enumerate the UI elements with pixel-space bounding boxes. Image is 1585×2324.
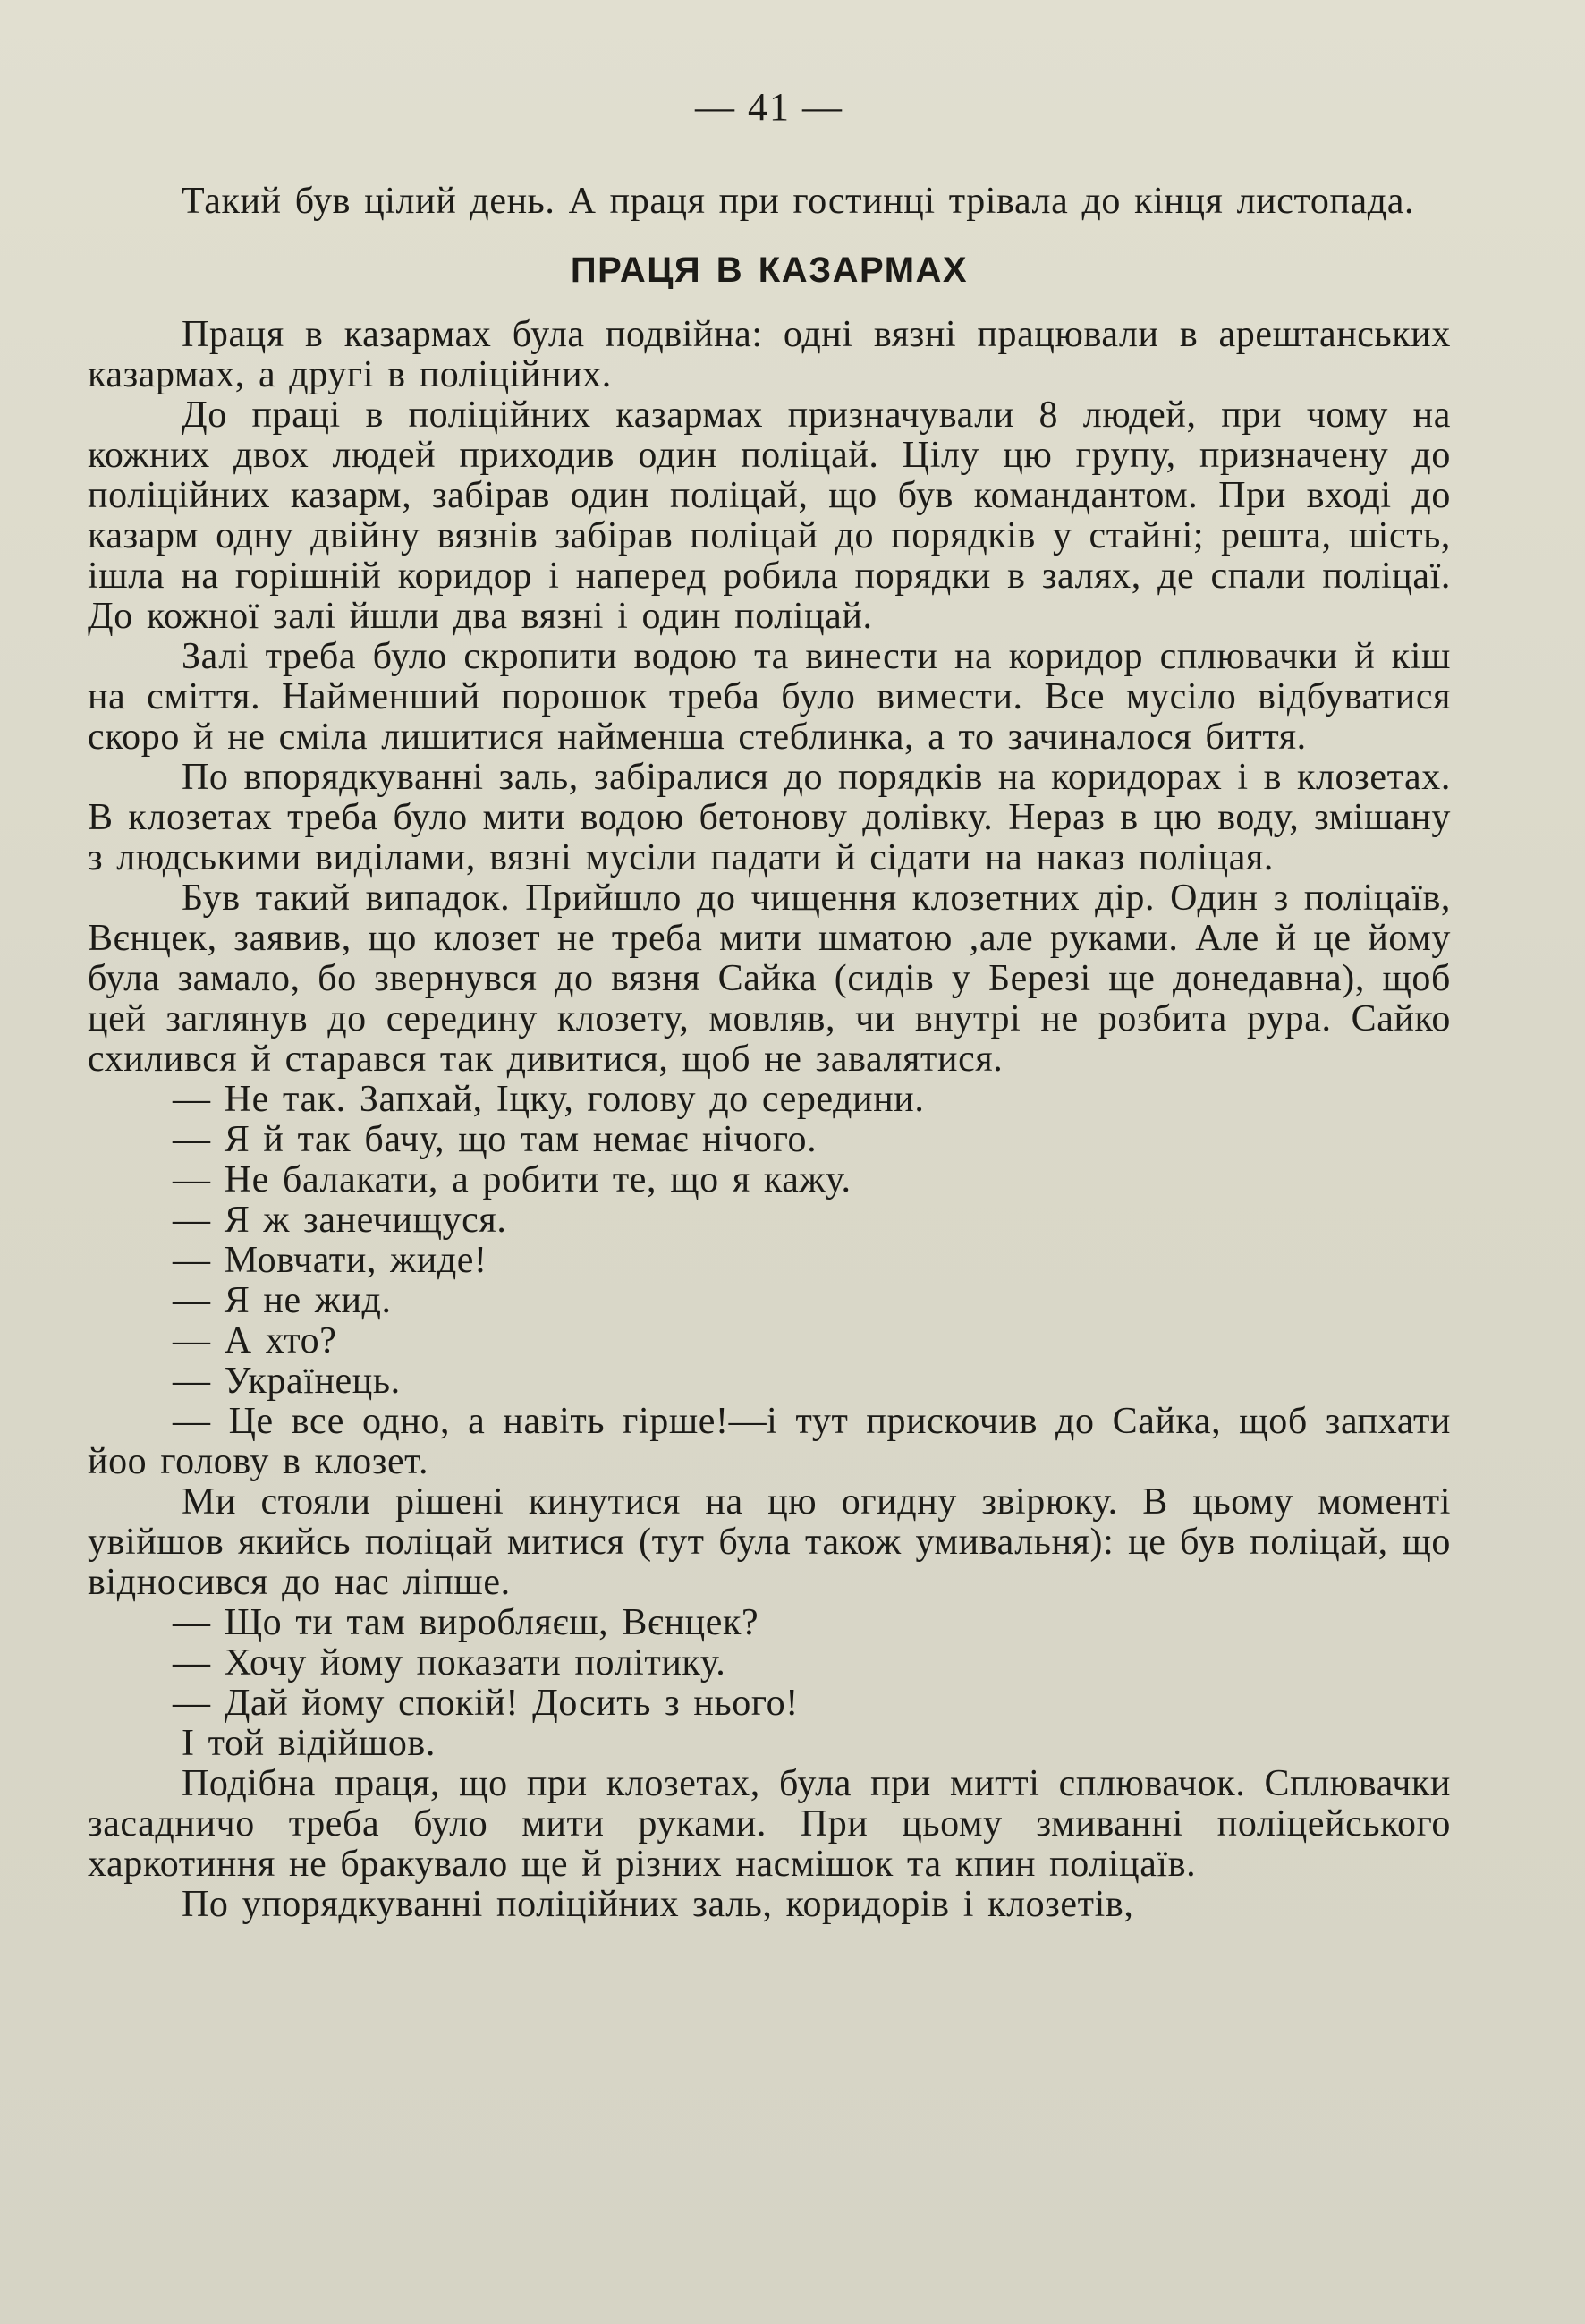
paragraph: Такий був цілий день. А праця при гостинці трівала до кінця листопада.	[182, 181, 1415, 222]
paragraph: Залі треба було скропити водою та винести на коридор сплювачки й кіш на сміття. Найменший порошок треба було вимести. Все мусіло відбуватися скоро й не сміла лишитися найменша стеблинка, а то зачиналося биття.	[88, 636, 1451, 758]
dialogue-line: — Українець.	[173, 1361, 401, 1402]
page-number: — 41 —	[695, 85, 843, 129]
dialogue-line: — Не балакати, а робити те, що я кажу.	[173, 1159, 852, 1200]
dialogue-line: — Я й так бачу, що там немає нічого.	[173, 1119, 818, 1160]
body-text	[88, 182, 1451, 1925]
paragraph: Подібна праця, що при клозетах, була при митті сплювачок. Сплювачки засадничо треба було мити руками. При цьому змиванні поліцейського харкотиння не бракувало ще й різних насмішок та кпин поліцаїв.	[88, 1763, 1451, 1885]
section-heading: ПРАЦЯ В КАЗАРМАХ	[570, 250, 969, 290]
paragraph: Ми стояли рішені кинутися на цю огидну звірюку. В цьому моменті увійшов якийсь поліцай митися (тут була також умивальня): це був поліцай, що відносився до нас ліпше.	[88, 1481, 1451, 1603]
dialogue-line: — Мовчати, жиде!	[173, 1240, 487, 1281]
dialogue-line: — Я не жид.	[173, 1280, 392, 1321]
dialogue-line: — Дай йому спокій! Досить з нього!	[173, 1683, 799, 1724]
paragraph: По впорядкуванні заль, забіралися до порядків на коридорах і в клозетах. В клозетах треба було мити водою бетонову долівку. Нераз в цю воду, змішану з людськими виділами, вязні мусіли падати й сідати на наказ поліцая.	[88, 757, 1451, 878]
paragraph: І той відійшов.	[182, 1723, 436, 1764]
dialogue-line: — Що ти там виробляєш, Вєнцек?	[173, 1602, 759, 1643]
paragraph: По упорядкуванні поліційних заль, коридорів і клозетів,	[182, 1884, 1134, 1925]
paragraph: До праці в поліційних казармах призначували 8 людей, при чому на кожних двох людей приходив один поліцай. Цілу цю групу, призначену до поліційних казарм, забірав один поліцай, що був командантом. При вході до казарм одну двійну вязнів забірав поліцай до порядків у стайні; решта, шість, ішла на горішній коридор і наперед робила порядки в залях, де спали поліцаї. До кожної залі йшли два вязні і один поліцай.	[88, 394, 1451, 637]
dialogue-line: — Це все одно, а навіть гірше!—і тут прискочив до Сайка, щоб запхати йоо голову в клозет.	[88, 1401, 1451, 1482]
dialogue-line: — Я ж занечищуся.	[173, 1200, 507, 1241]
paragraph: Праця в казармах була подвійна: одні вязні працювали в арештанських казармах, а другі в поліційних.	[88, 314, 1451, 395]
dialogue-line: — Не так. Запхай, Іцку, голову до середини.	[173, 1079, 925, 1120]
paragraph: Був такий випадок. Прийшло до чищення клозетних дір. Один з поліцаїв, Вєнцек, заявив, що клозет не треба мити шматою ,але руками. Але й це йому була замало, бо звернувся до вязня Сайка (сидів у Березі ще донедавна), щоб цей заглянув до середину клозету, мовляв, чи внутрі не розбита рура. Сайко схилився й старався так дивитися, щоб не завалятися.	[88, 878, 1451, 1080]
dialogue-line: — Хочу йому показати політику.	[173, 1642, 726, 1684]
dialogue-line: — А хто?	[173, 1320, 337, 1361]
